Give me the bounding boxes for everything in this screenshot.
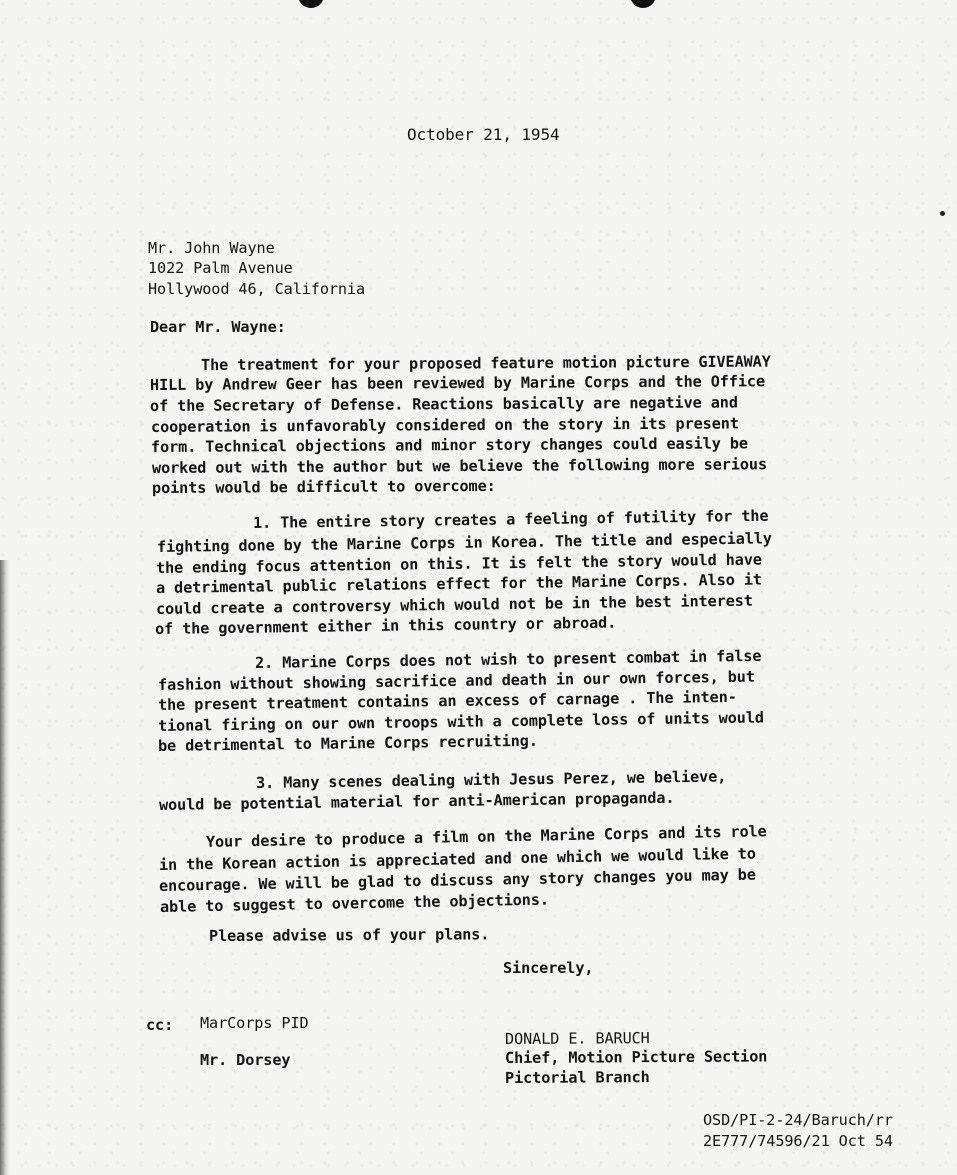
body-line: in the Korean action is appreciated and one which we would like to xyxy=(158,844,756,874)
body-line: fighting done by the Marine Corps in Korea. The title and especially xyxy=(156,529,773,556)
signer-branch: Pictorial Branch xyxy=(504,1068,650,1087)
body-line: a detrimental public relations effect for the Marine Corps. Also it xyxy=(155,570,763,597)
addressee-name: Mr. John Wayne xyxy=(148,239,275,257)
body-line: of the government either in this country or abroad. xyxy=(154,613,617,638)
body-line: Your desire to produce a film on the Marine Corps and its role xyxy=(205,822,767,851)
addressee-city: Hollywood 46, California xyxy=(148,280,366,298)
reference-line-1: OSD/PI-2-24/Baruch/rr xyxy=(703,1111,893,1129)
body-line: of the Secretary of Defense. Reactions basically are negative and xyxy=(149,393,738,415)
reference-line-2: 2E777/74596/21 Oct 54 xyxy=(703,1132,893,1150)
signer-title: Chief, Motion Picture Section xyxy=(504,1047,768,1067)
body-line: could create a controversy which would not be in the best interest xyxy=(155,591,753,618)
body-line: tional firing on our own troops with a complete loss of units would xyxy=(157,708,765,735)
body-line: the present treatment contains an excess of carnage . The inten- xyxy=(157,687,737,714)
cc-recipient-1: MarCorps PID xyxy=(200,1014,309,1032)
body-line: able to suggest to overcome the objections. xyxy=(159,890,549,916)
addressee-street: 1022 Palm Avenue xyxy=(148,259,293,277)
scan-shadow-edge xyxy=(0,560,10,1175)
body-line: The treatment for your proposed feature motion picture GIVEAWAY xyxy=(200,352,771,374)
advise-line: Please advise us of your plans. xyxy=(208,925,490,945)
body-line: the ending focus attention on this. It is felt the story would have xyxy=(155,550,763,577)
punch-hole-right xyxy=(630,0,656,8)
body-line: fashion without showing sacrifice and death in our own forces, but xyxy=(157,667,755,694)
letter-date: October 21, 1954 xyxy=(407,125,560,144)
body-line: would be potential material for anti-American propaganda. xyxy=(158,788,675,814)
body-line: worked out with the author but we believe the following more serious xyxy=(151,455,768,477)
signer-name: DONALD E. BARUCH xyxy=(504,1029,650,1048)
body-line: encourage. We will be glad to discuss any story changes you may be xyxy=(158,865,756,895)
speck xyxy=(940,211,945,216)
sign-off: Sincerely, xyxy=(503,959,594,977)
cc-label: cc: xyxy=(146,1016,174,1034)
body-line: 1. The entire story creates a feeling of futility for the xyxy=(252,506,769,532)
body-line: points would be difficult to overcome: xyxy=(151,476,496,497)
body-line: 2. Marine Corps does not wish to present combat in false xyxy=(254,646,762,672)
cc-recipient-2: Mr. Dorsey xyxy=(200,1051,291,1069)
body-line: cooperation is unfavorably considered on the story in its present xyxy=(150,414,739,436)
salutation: Dear Mr. Wayne: xyxy=(150,318,286,336)
body-line: be detrimental to Marine Corps recruiting. xyxy=(157,731,538,755)
body-line: 3. Many scenes dealing with Jesus Perez, we believe, xyxy=(255,767,727,792)
body-line: form. Technical objections and minor story changes could easily be xyxy=(150,434,748,456)
punch-hole-left xyxy=(298,0,324,8)
body-line: HILL by Andrew Geer has been reviewed by Marine Corps and the Office xyxy=(149,372,766,394)
